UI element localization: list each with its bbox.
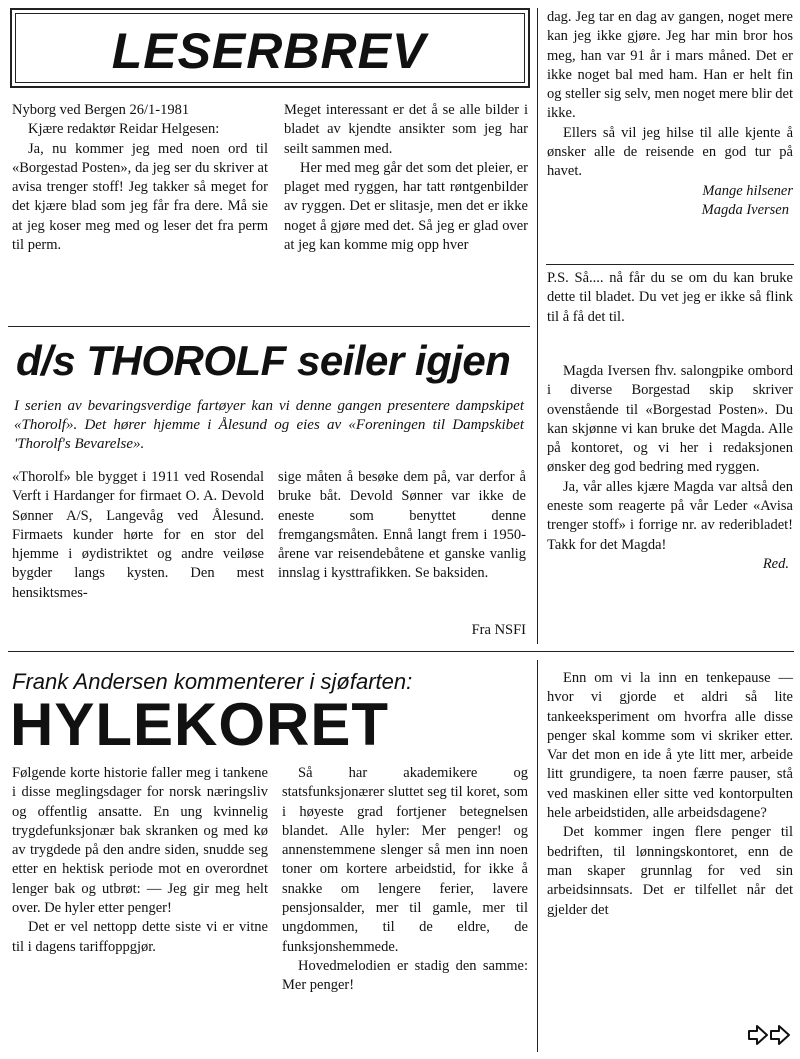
thorolf-title: d/s THOROLF seiler igjen [16, 337, 511, 384]
leserbrev-salutation: Kjære redaktør Reidar Helgesen: [28, 121, 220, 138]
leserbrev-column-1 [12, 101, 268, 255]
thorolf-paragraph: «Thorolf» ble bygget i 1911 ved Rosendal Verft i Hardanger for firmaet O. A. Devold Sønner A/S, Langevåg ved Ålesund. Firmaets kunder hørte for en stor del hjemme i øydistriktet og andre veiløse bygder langs kysten. Den mest hensiktsmes- [12, 469, 264, 601]
hylekoret-title: HYLEKORET [10, 691, 390, 758]
hylekoret-paragraph: Hovedmelodien er stadig den samme: Mer penger! [282, 957, 528, 994]
leserbrev-signature: Magda Iversen [701, 201, 789, 218]
thorolf-paragraph: sige måten å besøke dem på, var derfor å bruke båt. Devold Sønner var ikke de eneste som benyttet denne fremgangsmåten. Ennå langt frem i 1950-årene var reisendebåtene et ganske vanlig innslag i kysttrafikken. Se baksiden. [278, 469, 526, 582]
thorolf-intro: I serien av bevaringsverdige fartøyer kan vi denne gangen presentere dampskipet «Thorolf». Det hører hjemme i Ålesund og eies av «Foreningen til Dampskibet 'Thorolf's Bevarelse». [14, 398, 524, 452]
leserbrev-reply-paragraph: Magda Iversen fhv. salongpike ombord i diverse Borgestad skip skriver ovenstående til «Borgestad Posten». Du kan skjønne vi kan bruke det Magda. Alle på kontoret, og vi her i redaksjonen ønsker deg god bedring med ryggen. [547, 363, 793, 476]
hylekoret-column-1 [12, 764, 268, 957]
leserbrev-closing: Mange hilsener [702, 182, 793, 199]
leserbrev-title: LESERBREV [111, 23, 427, 79]
leserbrev-ps [547, 269, 793, 327]
section-divider [8, 651, 794, 652]
leserbrev-reply-paragraph: Ja, vår alles kjære Magda var altså den eneste som reagerte på vår Leder «Avisa trenger stoff» i forrige nr. av rederibladet! Takk for det Magda! [547, 478, 793, 553]
leserbrev-paragraph: Her med meg går det som det pleier, er plaget med ryggen, har tatt røntgenbilder av ryggen. Det er slitasje, men det er ikke noget å gjøre med det. Så jeg er glad over at jeg kan komme mig opp hver [284, 159, 528, 254]
leserbrev-column-3 [547, 8, 793, 220]
hylekoret-paragraph: Enn om vi la inn en tenkepause — hvor vi gjorde et aldri så lite tankeeksperiment om hvorfra alle disse penger skal komme som vi skriker etter. Var det mon en ide å yte litt mer, arbeide litt grundigere, ta noen færre pauser, stå ved maskinen eller sitte ved kontorpulten hele arbeidstiden, alle arbeidsdagene? [547, 670, 793, 822]
leserbrev-reply-sign: Red. [762, 555, 789, 572]
hylekoret-column-2 [282, 764, 528, 996]
hylekoret-column-3 [547, 669, 793, 920]
hylekoret-paragraph: Så har akademikere og statsfunksjonærer sluttet seg til koret, som i høyeste grad fortjener betegnelsen blandet. Alle hyler: Mer penger! og annenstemmene slenger så men inn noen toner om kortere arbeidstid, for ikke å snakke om lengere ferier, lavere pensjonsalder, mer til gamle, mer til ungdommen, til de eldre, de funksjonshemmede. [282, 765, 528, 955]
hylekoret-paragraph: Det kommer ingen flere penger til bedriften, til lønningskontoret, enn de man skaper grunnlag for ved sin arbeidsinnsats. Det er tilfellet når det gjelder det [547, 824, 793, 918]
leserbrev-paragraph: Ellers så vil jeg hilse til alle kjente å ønsker alle de reisende en god tur på havet. [547, 124, 793, 180]
hylekoret-paragraph: Det er vel nettopp dette siste vi er vitne til i dagens tariffoppgjør. [12, 919, 268, 955]
thorolf-source: Fra NSFI [420, 622, 526, 639]
leserbrev-paragraph: Meget interessant er det å se alle bilder i bladet av kjendte ansikter som jeg har seilt sammen med. [284, 102, 528, 157]
leserbrev-column-2 [284, 101, 528, 255]
double-arrow-right-icon [747, 1024, 793, 1046]
thorolf-column-2 [278, 468, 526, 584]
leserbrev-reply [547, 362, 793, 574]
column-divider [537, 8, 538, 644]
leserbrev-ps-text: P.S. Så.... nå får du se om du kan bruke dette til bladet. Du vet jeg er ikke så flink til å få det til. [547, 270, 793, 325]
thorolf-column-1 [12, 468, 264, 603]
section-divider [8, 326, 530, 327]
leserbrev-ps-divider [546, 264, 794, 265]
leserbrev-paragraph: dag. Jeg tar en dag av gangen, noget mere kan jeg ikke gjøre. Jeg har min bror hos meg, han var 91 år i mars måned. Det er ikke noget bal med ham. Han er helt fin og steller sig selv, men noget mere blir det ikke. [547, 9, 793, 122]
hylekoret-paragraph: Følgende korte historie faller meg i tankene i disse meglingsdager for norsk næringsliv og offentlig ansatte. En ung kvinnelig trygdefunksjonær bak skranken og med kø av trygdede på den andre siden, snudde seg etter en hektisk periode mot en overordnet lenger bak og utbrøt: — Jeg gir meg helt over. De hyler etter penger! [12, 765, 268, 917]
hylekoret-kicker: Frank Andersen kommenterer i sjøfarten: [12, 669, 413, 694]
leserbrev-paragraph: Ja, nu kommer jeg med noen ord til «Borgestad Posten», da jeg ser du skriver at avisa trenger stoff! Jeg takker så meget for det kjære blad som jeg får fra dere. Må sie at jeg koser meg med og leser det fra perm til perm. [12, 140, 268, 254]
column-divider [537, 660, 538, 1052]
leserbrev-dateline: Nyborg ved Bergen 26/1-1981 [12, 102, 190, 118]
